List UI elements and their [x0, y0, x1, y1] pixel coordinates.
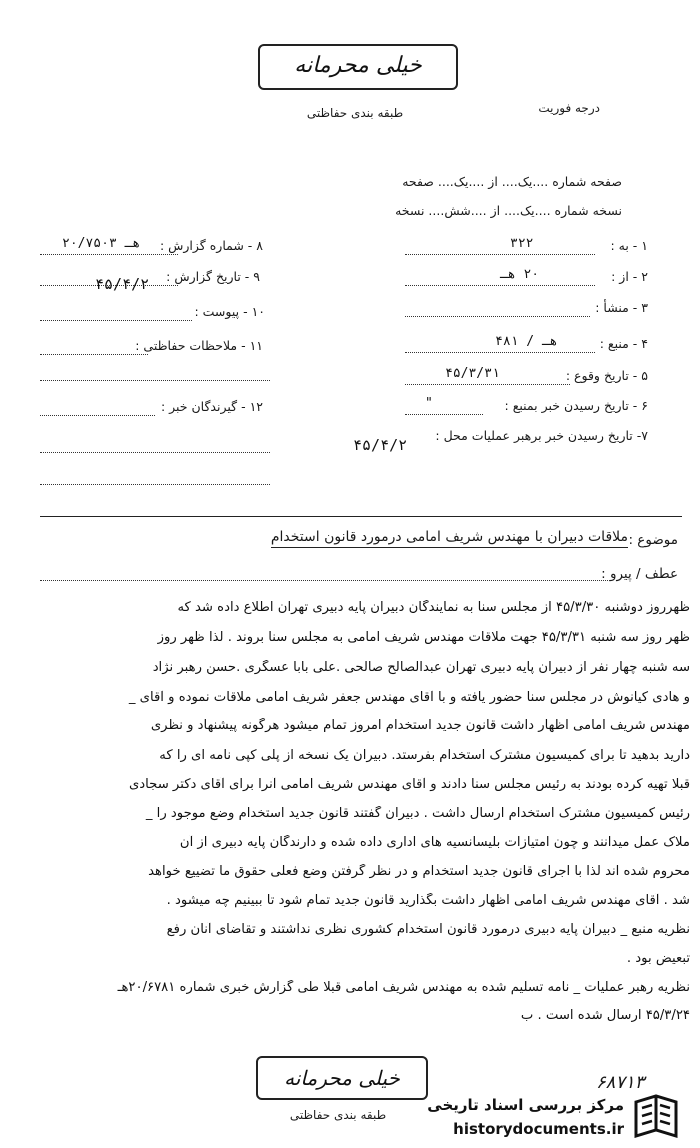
- body-line: شد . آقای مهندس شریف امامی اظهار داشت بگذارید قانون جدید تمام شود تا ببینیم چه میشود .: [166, 893, 690, 908]
- field-to-line: [405, 254, 595, 255]
- field-report-number-value: ۲۰/۷۵۰۳ هـ: [62, 236, 141, 251]
- field-leader-received-value: ۴۵/۴/۲: [353, 436, 408, 454]
- section-divider: [40, 516, 682, 517]
- field-source-value: هـ / ۴۸۱: [495, 334, 558, 349]
- body-line: قبلا تهیه کرده بودند به رئیس مجلس سنا دادند و آقای مهندس شریف امامی آنرا برای آقای دکتر سجادی: [128, 777, 690, 792]
- body-line: رئیس کمیسیون مشترک استخدام ارسال داشت . دبیران گفتند قانون جدید استخدام وضع موجود را _: [145, 806, 690, 821]
- body-line: سه شنبه چهار نفر از دبیران پایه دبیری تهران عبدالصالح صالحی .علی بابا عسگری .حسن رهبر نژاد: [152, 660, 690, 675]
- field-report-number-line: [40, 254, 178, 255]
- field-source-label: ۴ - منبع :: [599, 336, 648, 351]
- classification-label: طبقه بندی حفاظتی: [306, 106, 404, 120]
- field-source-received-line: [405, 414, 483, 415]
- page-number-line: صفحه شماره ....یک.... از ....یک.... صفحه: [402, 174, 622, 189]
- field-attachment-line: [40, 320, 192, 321]
- body-line: ظهر روز سه شنبه ۴۵/۳/۳۱ جهت ملاقات مهندس شریف امامی به مجلس سنا بروند . لذا ظهر روز: [157, 630, 690, 645]
- field-recipients-line-3: [40, 484, 270, 485]
- field-source-received-value: ": [425, 396, 433, 411]
- field-event-date-value: ۴۵/۳/۳۱: [445, 366, 500, 381]
- field-recipients-line-1: [40, 415, 155, 416]
- field-from-line: [405, 285, 595, 286]
- footer-classification-stamp: خیلی محرمانه: [256, 1056, 428, 1100]
- body-line: دارید بدهید تا برای کمیسیون مشترک استخدام بفرستد. دبیران یک نسخه از پلی کپی نامه ای را که: [159, 748, 690, 763]
- footer-classification-label: طبقه بندی حفاظتی: [289, 1108, 387, 1122]
- field-security-notes-line-2: [40, 380, 270, 381]
- subject-label: موضوع :: [628, 532, 678, 548]
- body-line: ۴۵/۳/۲۴ ارسال شده است . ب: [520, 1008, 690, 1023]
- copy-number-line: نسخه شماره ....یک.... از ....شش.... نسخه: [395, 203, 622, 218]
- field-recipients-label: ۱۲ - گیرندگان خبر :: [160, 399, 263, 414]
- field-source-received-label: ۶ - تاریخ رسیدن خبر بمنبع :: [504, 398, 648, 413]
- field-leader-received-label: ۷- تاریخ رسیدن خبر برهبر عملیات محل :: [435, 428, 648, 443]
- urgency-label: درجه فوریت: [538, 101, 600, 115]
- body-line: مهندس شریف امامی اظهار داشت قانون جدید استخدام امروز تمام میشود هرگونه پیشنهاد و نظری: [150, 718, 690, 733]
- field-report-number-label: ۸ - شماره گزارش :: [159, 238, 263, 253]
- handwritten-note: ۶۸۷۱۳: [596, 1072, 645, 1093]
- body-line: محروم شده اند لذا با اجرای قانون جدید استخدام و در نظر گرفتن وضع فعلی حقوق ما تضییع خواهد: [148, 864, 690, 879]
- body-line: ملاک عمل میدانند و چون امتیازات بلیسانسیه های اداری داده شده و دارندگان پایه دبیری از آن: [179, 835, 690, 850]
- field-from-value: ۲۰ هـ: [500, 267, 540, 282]
- body-line: و هادی کیانوش در مجلس سنا حضور یافته و با آقای مهندس جعفر شریف امامی ملاقات نموده و آقای _: [128, 690, 690, 705]
- field-security-notes-line-1: [40, 354, 148, 355]
- field-source-line: [405, 352, 595, 353]
- field-origin-label: ۳ - منشأ :: [595, 300, 648, 315]
- body-line: نظریه منبع _ دبیران پایه دبیری درمورد قانون استخدام کشوری نظری نداشتند و تقاضای آنان رفع: [166, 922, 690, 937]
- field-to-label: ۱ - به :: [610, 238, 648, 253]
- watermark-title: مرکز بررسی اسناد تاریخی: [427, 1096, 624, 1114]
- classification-stamp: خیلی محرمانه: [258, 44, 458, 90]
- field-to-value: ۳۲۲: [510, 236, 534, 251]
- field-recipients-line-2: [40, 452, 270, 453]
- book-logo-icon: [630, 1092, 682, 1142]
- field-report-date-value: ۴۵/۴/۲: [95, 275, 150, 293]
- field-attachment-label: ۱۰ - پیوست :: [194, 304, 265, 319]
- body-line: ظهرروز دوشنبه ۴۵/۳/۳۰ از مجلس سنا به نمایندگان دبیران پایه دبیری تهران اطلاع داده شد که: [177, 600, 690, 615]
- field-event-date-line: [405, 384, 570, 385]
- watermark-url: historydocuments.ir: [453, 1120, 624, 1138]
- field-security-notes-label: ۱۱ - ملاحظات حفاظتی :: [135, 338, 263, 353]
- reference-line: [40, 580, 610, 581]
- reference-label: عطف / پیرو :: [601, 566, 678, 582]
- field-report-date-label: ۹ - تاریخ گزارش :: [166, 269, 260, 284]
- subject-text: ملاقات دبیران با مهندس شریف امامی درمورد قانون استخدام: [271, 529, 628, 548]
- field-from-label: ۲ - از :: [611, 269, 648, 284]
- body-line: تبعیض بود .: [626, 951, 690, 966]
- field-origin-line: [405, 316, 590, 317]
- field-event-date-label: ۵ - تاریخ وقوع :: [565, 368, 648, 383]
- body-line: نظریه رهبر عملیات _ نامه تسلیم شده به مهندس شریف امامی قبلا طی گزارش خبری شماره ۲۰/۶۷۸۱هـ: [117, 980, 690, 995]
